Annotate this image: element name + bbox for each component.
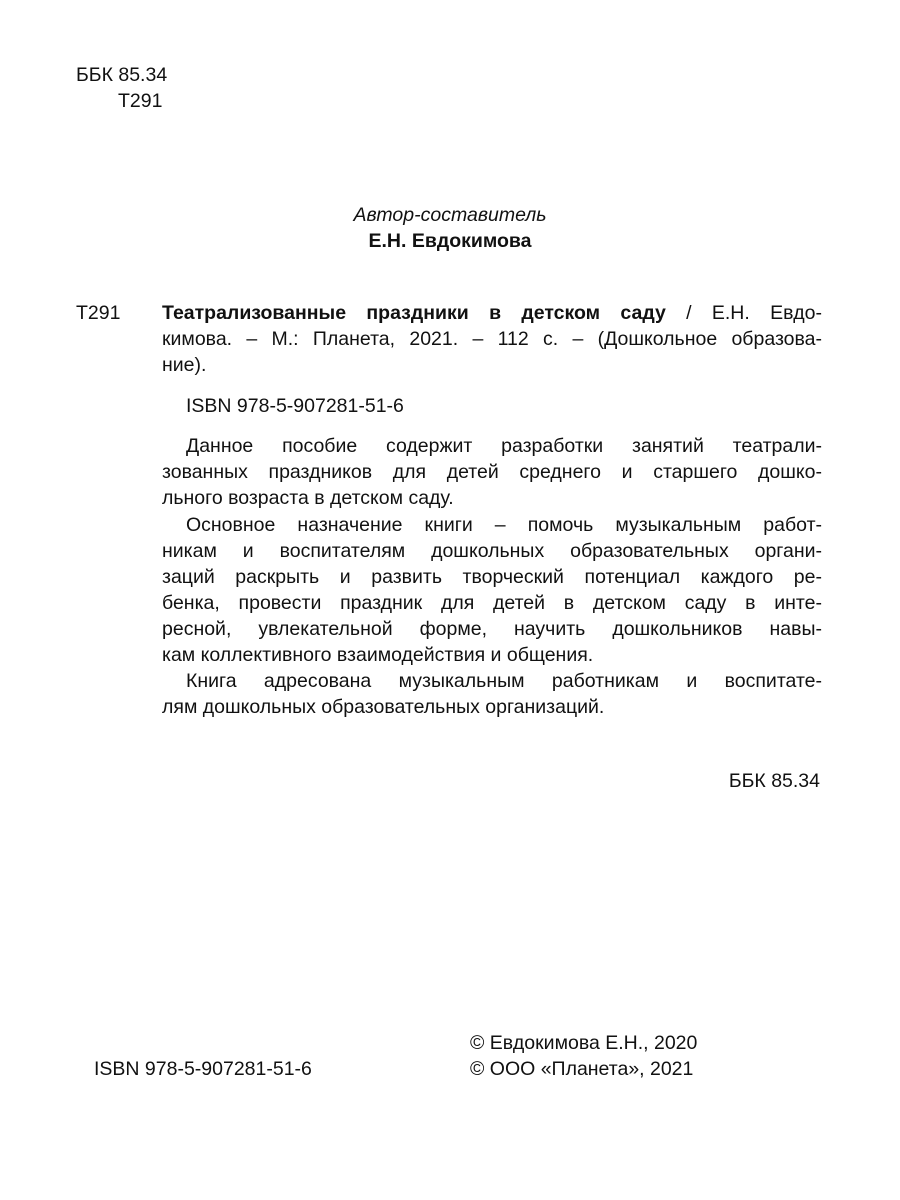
annotation-line: Книга адресована музыкальным работникам и воспитате- — [186, 670, 822, 692]
header-bbk: ББК 85.34 — [76, 64, 168, 86]
bbk-bottom: ББК 85.34 — [728, 770, 820, 792]
annotation-line: никам и воспитателям дошкольных образовательных органи- — [162, 540, 822, 562]
annotation-line: заций раскрыть и развить творческий потенциал каждого ре- — [162, 566, 822, 588]
author-role: Автор-составитель — [353, 204, 547, 226]
annotation-line: Данное пособие содержит разработки занятий театрали- — [186, 435, 822, 457]
copyright-author: © Евдокимова Е.Н., 2020 — [470, 1032, 698, 1054]
footer-isbn: ISBN 978-5-907281-51-6 — [94, 1058, 312, 1080]
author-name: Е.Н. Евдокимова — [368, 230, 532, 252]
annotation-line: бенка, провести праздник для детей в детском саду в инте- — [162, 592, 822, 614]
record-isbn: ISBN 978-5-907281-51-6 — [186, 395, 404, 417]
record-code: Т291 — [76, 302, 121, 324]
annotation-line: лям дошкольных образовательных организаций. — [162, 696, 605, 718]
annotation-line: льного возраста в детском саду. — [162, 487, 454, 509]
annotation-line: кам коллективного взаимодействия и общения. — [162, 644, 594, 666]
record-line-1-rest: / Е.Н. Евдо- — [665, 302, 822, 324]
record-line-1 — [162, 300, 822, 326]
record-line-2: кимова. – М.: Планета, 2021. – 112 с. – (Дошкольное образова- — [162, 328, 822, 350]
header-author-code: Т291 — [118, 90, 163, 112]
record-line-3: ние). — [162, 354, 207, 376]
book-title: Театрализованные праздники в детском саду — [162, 302, 666, 324]
annotation-line: зованных праздников для детей среднего и старшего дошко- — [162, 461, 822, 483]
annotation-line: ресной, увлекательной форме, научить дошкольников навы- — [162, 618, 822, 640]
annotation-line: Основное назначение книги – помочь музыкальным работ- — [186, 514, 822, 536]
copyright-publisher: © ООО «Планета», 2021 — [470, 1058, 694, 1080]
